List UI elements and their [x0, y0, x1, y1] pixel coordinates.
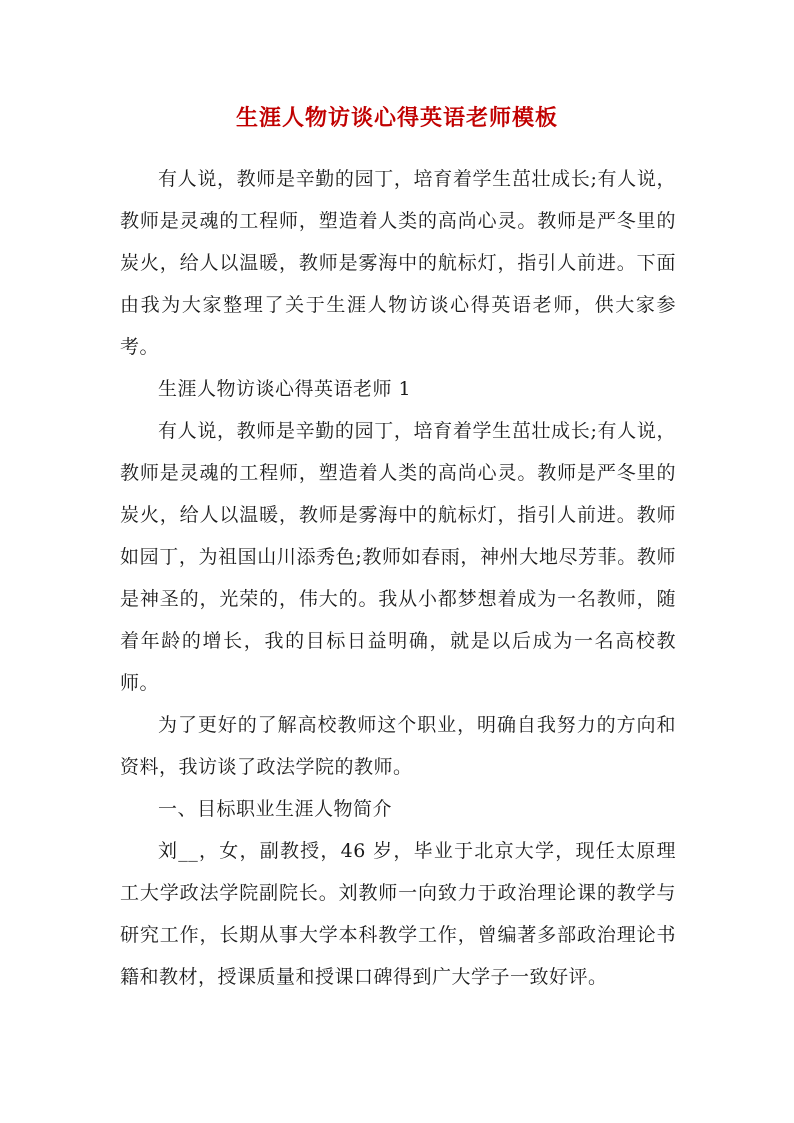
document-body	[120, 158, 676, 998]
body-paragraph: 刘__，女，副教授，46 岁，毕业于北京大学，现任太原理工大学政法学院副院长。刘教师一向致力于政治理论课的教学与研究工作，长期从事大学本科教学工作，曾编著多部政治理论书籍和教材，授课质量和授课口碑得到广大学子一致好评。	[120, 840, 676, 988]
section-heading-1: 生涯人物访谈心得英语老师 1	[158, 378, 412, 400]
section-heading-2: 一、目标职业生涯人物简介	[158, 798, 393, 820]
intro-paragraph: 有人说，教师是辛勤的园丁，培育着学生茁壮成长;有人说，教师是灵魂的工程师，塑造着人类的高尚心灵。教师是严冬里的炭火，给人以温暖，教师是雾海中的航标灯，指引人前进。下面由我为大家整理了关于生涯人物访谈心得英语老师，供大家参考。	[120, 168, 676, 358]
document-title: 生涯人物访谈心得英语老师模板	[235, 105, 558, 131]
body-paragraph: 为了更好的了解高校教师这个职业，明确自我努力的方向和资料，我访谈了政法学院的教师。	[120, 714, 676, 778]
body-paragraph: 有人说，教师是辛勤的园丁，培育着学生茁壮成长;有人说，教师是灵魂的工程师，塑造着人类的高尚心灵。教师是严冬里的炭火，给人以温暖，教师是雾海中的航标灯，指引人前进。教师如园丁，为祖国山川添秀色;教师如春雨，神州大地尽芳菲。教师是神圣的，光荣的，伟大的。我从小都梦想着成为一名教师，随着年龄的增长，我的目标日益明确，就是以后成为一名高校教师。	[120, 420, 676, 694]
